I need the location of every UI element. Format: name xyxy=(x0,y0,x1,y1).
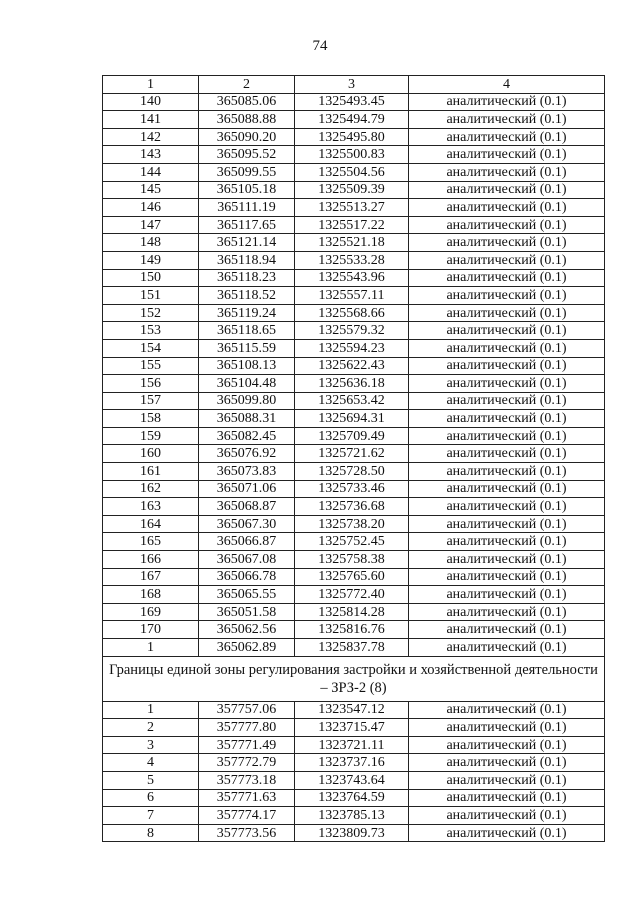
y-coordinate-cell: 1325594.23 xyxy=(295,339,409,357)
method-cell: аналитический (0.1) xyxy=(409,754,605,772)
y-coordinate-cell: 1323764.59 xyxy=(295,789,409,807)
table-row xyxy=(103,824,605,842)
y-coordinate-cell: 1325728.50 xyxy=(295,463,409,481)
table-row xyxy=(103,736,605,754)
x-coordinate-cell: 365118.23 xyxy=(199,269,295,287)
method-cell: аналитический (0.1) xyxy=(409,789,605,807)
x-coordinate-cell: 365067.08 xyxy=(199,551,295,569)
method-cell: аналитический (0.1) xyxy=(409,480,605,498)
method-cell: аналитический (0.1) xyxy=(409,93,605,111)
method-cell: аналитический (0.1) xyxy=(409,163,605,181)
table-row xyxy=(103,128,605,146)
x-coordinate-cell: 365090.20 xyxy=(199,128,295,146)
table-row xyxy=(103,163,605,181)
table-row xyxy=(103,357,605,375)
point-number-cell: 4 xyxy=(103,754,199,772)
point-number-cell: 143 xyxy=(103,146,199,164)
point-number-cell: 156 xyxy=(103,375,199,393)
method-cell: аналитический (0.1) xyxy=(409,701,605,719)
method-cell: аналитический (0.1) xyxy=(409,287,605,305)
method-cell: аналитический (0.1) xyxy=(409,807,605,825)
x-coordinate-cell: 357774.17 xyxy=(199,807,295,825)
method-cell: аналитический (0.1) xyxy=(409,128,605,146)
x-coordinate-cell: 365099.80 xyxy=(199,392,295,410)
table-row xyxy=(103,410,605,428)
point-number-cell: 166 xyxy=(103,551,199,569)
table-row xyxy=(103,199,605,217)
method-cell: аналитический (0.1) xyxy=(409,463,605,481)
method-cell: аналитический (0.1) xyxy=(409,146,605,164)
method-cell: аналитический (0.1) xyxy=(409,322,605,340)
point-number-cell: 153 xyxy=(103,322,199,340)
method-cell: аналитический (0.1) xyxy=(409,199,605,217)
y-coordinate-cell: 1323737.16 xyxy=(295,754,409,772)
method-cell: аналитический (0.1) xyxy=(409,251,605,269)
y-coordinate-cell: 1325622.43 xyxy=(295,357,409,375)
y-coordinate-cell: 1325533.28 xyxy=(295,251,409,269)
x-coordinate-cell: 365085.06 xyxy=(199,93,295,111)
point-number-cell: 148 xyxy=(103,234,199,252)
method-cell: аналитический (0.1) xyxy=(409,771,605,789)
table-row xyxy=(103,287,605,305)
x-coordinate-cell: 357773.56 xyxy=(199,824,295,842)
y-coordinate-cell: 1325721.62 xyxy=(295,445,409,463)
point-number-cell: 145 xyxy=(103,181,199,199)
point-number-cell: 164 xyxy=(103,515,199,533)
table-row xyxy=(103,216,605,234)
method-cell: аналитический (0.1) xyxy=(409,736,605,754)
method-cell: аналитический (0.1) xyxy=(409,551,605,569)
header-cell-number: 1 xyxy=(103,76,199,94)
table-row xyxy=(103,93,605,111)
section-title: Границы единой зоны регулирования застройки и хозяйственной деятельности – ЗРЗ-2 (8) xyxy=(103,656,605,701)
point-number-cell: 142 xyxy=(103,128,199,146)
x-coordinate-cell: 365119.24 xyxy=(199,304,295,322)
point-number-cell: 2 xyxy=(103,719,199,737)
table-row xyxy=(103,375,605,393)
point-number-cell: 158 xyxy=(103,410,199,428)
table-header-row xyxy=(103,76,605,94)
header-cell-y: 3 xyxy=(295,76,409,94)
table-row xyxy=(103,754,605,772)
y-coordinate-cell: 1325494.79 xyxy=(295,111,409,129)
table-row xyxy=(103,146,605,164)
y-coordinate-cell: 1325493.45 xyxy=(295,93,409,111)
point-number-cell: 5 xyxy=(103,771,199,789)
x-coordinate-cell: 365088.88 xyxy=(199,111,295,129)
x-coordinate-cell: 365071.06 xyxy=(199,480,295,498)
y-coordinate-cell: 1325653.42 xyxy=(295,392,409,410)
table-row xyxy=(103,181,605,199)
y-coordinate-cell: 1325765.60 xyxy=(295,568,409,586)
table-row xyxy=(103,515,605,533)
point-number-cell: 141 xyxy=(103,111,199,129)
y-coordinate-cell: 1325521.18 xyxy=(295,234,409,252)
x-coordinate-cell: 357773.18 xyxy=(199,771,295,789)
method-cell: аналитический (0.1) xyxy=(409,498,605,516)
method-cell: аналитический (0.1) xyxy=(409,357,605,375)
point-number-cell: 165 xyxy=(103,533,199,551)
table-row xyxy=(103,304,605,322)
point-number-cell: 161 xyxy=(103,463,199,481)
x-coordinate-cell: 365117.65 xyxy=(199,216,295,234)
method-cell: аналитический (0.1) xyxy=(409,568,605,586)
y-coordinate-cell: 1325504.56 xyxy=(295,163,409,181)
point-number-cell: 7 xyxy=(103,807,199,825)
point-number-cell: 152 xyxy=(103,304,199,322)
method-cell: аналитический (0.1) xyxy=(409,603,605,621)
y-coordinate-cell: 1325814.28 xyxy=(295,603,409,621)
section-title-row xyxy=(103,656,605,701)
table-row xyxy=(103,719,605,737)
y-coordinate-cell: 1325500.83 xyxy=(295,146,409,164)
table-row xyxy=(103,498,605,516)
table-row xyxy=(103,639,605,657)
method-cell: аналитический (0.1) xyxy=(409,621,605,639)
x-coordinate-cell: 365068.87 xyxy=(199,498,295,516)
table-row xyxy=(103,807,605,825)
y-coordinate-cell: 1325694.31 xyxy=(295,410,409,428)
table-row xyxy=(103,701,605,719)
table-row xyxy=(103,251,605,269)
point-number-cell: 6 xyxy=(103,789,199,807)
point-number-cell: 8 xyxy=(103,824,199,842)
x-coordinate-cell: 365082.45 xyxy=(199,427,295,445)
x-coordinate-cell: 365108.13 xyxy=(199,357,295,375)
method-cell: аналитический (0.1) xyxy=(409,824,605,842)
table-row xyxy=(103,771,605,789)
point-number-cell: 155 xyxy=(103,357,199,375)
y-coordinate-cell: 1325837.78 xyxy=(295,639,409,657)
x-coordinate-cell: 357757.06 xyxy=(199,701,295,719)
method-cell: аналитический (0.1) xyxy=(409,216,605,234)
x-coordinate-cell: 365066.78 xyxy=(199,568,295,586)
table-row xyxy=(103,234,605,252)
method-cell: аналитический (0.1) xyxy=(409,410,605,428)
x-coordinate-cell: 365099.55 xyxy=(199,163,295,181)
y-coordinate-cell: 1323715.47 xyxy=(295,719,409,737)
point-number-cell: 169 xyxy=(103,603,199,621)
table-row xyxy=(103,551,605,569)
y-coordinate-cell: 1325557.11 xyxy=(295,287,409,305)
page-number: 74 xyxy=(312,38,328,54)
x-coordinate-cell: 365076.92 xyxy=(199,445,295,463)
x-coordinate-cell: 365118.65 xyxy=(199,322,295,340)
x-coordinate-cell: 357772.79 xyxy=(199,754,295,772)
method-cell: аналитический (0.1) xyxy=(409,445,605,463)
x-coordinate-cell: 365066.87 xyxy=(199,533,295,551)
method-cell: аналитический (0.1) xyxy=(409,719,605,737)
table-row xyxy=(103,392,605,410)
x-coordinate-cell: 365088.31 xyxy=(199,410,295,428)
x-coordinate-cell: 357771.63 xyxy=(199,789,295,807)
y-coordinate-cell: 1325816.76 xyxy=(295,621,409,639)
x-coordinate-cell: 365073.83 xyxy=(199,463,295,481)
table-row xyxy=(103,339,605,357)
x-coordinate-cell: 365067.30 xyxy=(199,515,295,533)
table-row xyxy=(103,445,605,463)
table-row xyxy=(103,111,605,129)
point-number-cell: 159 xyxy=(103,427,199,445)
point-number-cell: 144 xyxy=(103,163,199,181)
method-cell: аналитический (0.1) xyxy=(409,533,605,551)
table-row xyxy=(103,463,605,481)
table-row xyxy=(103,269,605,287)
point-number-cell: 170 xyxy=(103,621,199,639)
x-coordinate-cell: 365051.58 xyxy=(199,603,295,621)
y-coordinate-cell: 1325579.32 xyxy=(295,322,409,340)
method-cell: аналитический (0.1) xyxy=(409,392,605,410)
method-cell: аналитический (0.1) xyxy=(409,375,605,393)
y-coordinate-cell: 1323547.12 xyxy=(295,701,409,719)
point-number-cell: 147 xyxy=(103,216,199,234)
y-coordinate-cell: 1325738.20 xyxy=(295,515,409,533)
x-coordinate-cell: 365115.59 xyxy=(199,339,295,357)
y-coordinate-cell: 1325758.38 xyxy=(295,551,409,569)
x-coordinate-cell: 357771.49 xyxy=(199,736,295,754)
point-number-cell: 1 xyxy=(103,701,199,719)
point-number-cell: 167 xyxy=(103,568,199,586)
method-cell: аналитический (0.1) xyxy=(409,304,605,322)
point-number-cell: 149 xyxy=(103,251,199,269)
point-number-cell: 160 xyxy=(103,445,199,463)
point-number-cell: 157 xyxy=(103,392,199,410)
x-coordinate-cell: 357777.80 xyxy=(199,719,295,737)
header-cell-x: 2 xyxy=(199,76,295,94)
method-cell: аналитический (0.1) xyxy=(409,586,605,604)
method-cell: аналитический (0.1) xyxy=(409,269,605,287)
point-number-cell: 3 xyxy=(103,736,199,754)
table-row xyxy=(103,480,605,498)
table-row xyxy=(103,322,605,340)
method-cell: аналитический (0.1) xyxy=(409,515,605,533)
y-coordinate-cell: 1325495.80 xyxy=(295,128,409,146)
y-coordinate-cell: 1325517.22 xyxy=(295,216,409,234)
table-row xyxy=(103,533,605,551)
point-number-cell: 146 xyxy=(103,199,199,217)
x-coordinate-cell: 365065.55 xyxy=(199,586,295,604)
y-coordinate-cell: 1325543.96 xyxy=(295,269,409,287)
table-row xyxy=(103,568,605,586)
y-coordinate-cell: 1325709.49 xyxy=(295,427,409,445)
y-coordinate-cell: 1325513.27 xyxy=(295,199,409,217)
method-cell: аналитический (0.1) xyxy=(409,234,605,252)
x-coordinate-cell: 365118.94 xyxy=(199,251,295,269)
point-number-cell: 168 xyxy=(103,586,199,604)
point-number-cell: 140 xyxy=(103,93,199,111)
method-cell: аналитический (0.1) xyxy=(409,639,605,657)
table-body-zone-1 xyxy=(103,93,605,656)
table-row xyxy=(103,427,605,445)
method-cell: аналитический (0.1) xyxy=(409,181,605,199)
table-row xyxy=(103,603,605,621)
x-coordinate-cell: 365062.89 xyxy=(199,639,295,657)
method-cell: аналитический (0.1) xyxy=(409,427,605,445)
method-cell: аналитический (0.1) xyxy=(409,111,605,129)
y-coordinate-cell: 1325636.18 xyxy=(295,375,409,393)
x-coordinate-cell: 365062.56 xyxy=(199,621,295,639)
table-row xyxy=(103,586,605,604)
point-number-cell: 154 xyxy=(103,339,199,357)
table-row xyxy=(103,621,605,639)
y-coordinate-cell: 1325736.68 xyxy=(295,498,409,516)
table-section xyxy=(103,656,605,701)
y-coordinate-cell: 1325752.45 xyxy=(295,533,409,551)
x-coordinate-cell: 365095.52 xyxy=(199,146,295,164)
y-coordinate-cell: 1325772.40 xyxy=(295,586,409,604)
y-coordinate-cell: 1323721.11 xyxy=(295,736,409,754)
y-coordinate-cell: 1325733.46 xyxy=(295,480,409,498)
coordinates-table xyxy=(102,75,605,842)
y-coordinate-cell: 1325509.39 xyxy=(295,181,409,199)
x-coordinate-cell: 365121.14 xyxy=(199,234,295,252)
y-coordinate-cell: 1323785.13 xyxy=(295,807,409,825)
x-coordinate-cell: 365105.18 xyxy=(199,181,295,199)
x-coordinate-cell: 365118.52 xyxy=(199,287,295,305)
y-coordinate-cell: 1325568.66 xyxy=(295,304,409,322)
point-number-cell: 162 xyxy=(103,480,199,498)
header-cell-method: 4 xyxy=(409,76,605,94)
y-coordinate-cell: 1323743.64 xyxy=(295,771,409,789)
x-coordinate-cell: 365104.48 xyxy=(199,375,295,393)
table-body-zone-2 xyxy=(103,701,605,842)
x-coordinate-cell: 365111.19 xyxy=(199,199,295,217)
y-coordinate-cell: 1323809.73 xyxy=(295,824,409,842)
point-number-cell: 150 xyxy=(103,269,199,287)
table-row xyxy=(103,789,605,807)
method-cell: аналитический (0.1) xyxy=(409,339,605,357)
point-number-cell: 1 xyxy=(103,639,199,657)
point-number-cell: 151 xyxy=(103,287,199,305)
point-number-cell: 163 xyxy=(103,498,199,516)
